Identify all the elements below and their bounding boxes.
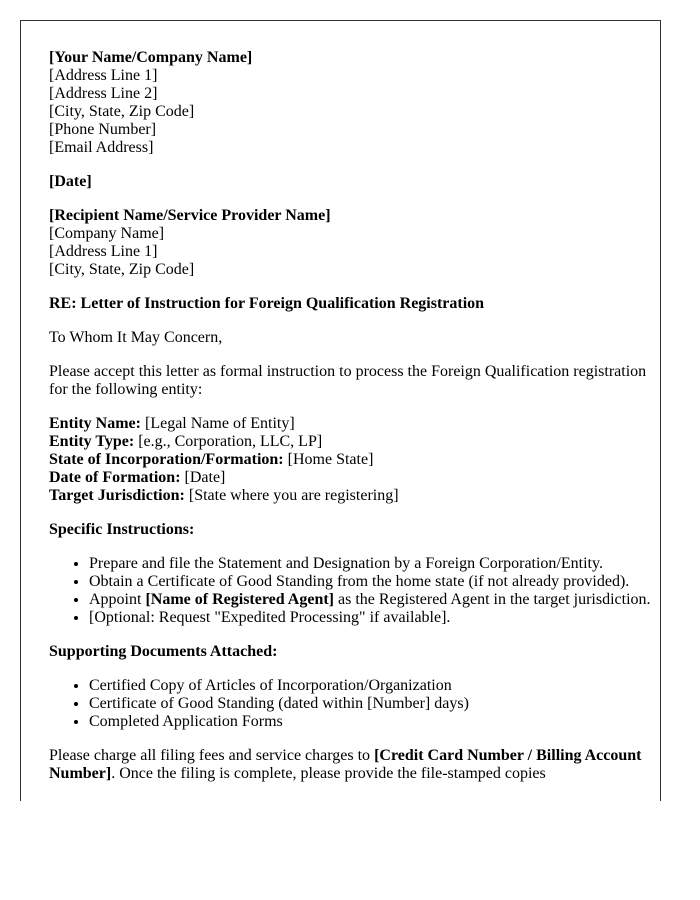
recipient-city: [City, State, Zip Code] <box>49 261 195 278</box>
documents-heading: Supporting Documents Attached: <box>49 643 278 660</box>
list-item: • Certificate of Good Standing (dated within [Number] days) <box>89 695 660 713</box>
letter-date: [Date] <box>49 173 92 190</box>
documents-list <box>49 677 660 731</box>
instructions-list <box>49 555 660 627</box>
instructions-heading: Specific Instructions: <box>49 521 195 538</box>
list-item: • [Optional: Request "Expedited Processing" if available]. <box>89 609 660 627</box>
list-item: • Completed Application Forms <box>89 713 660 731</box>
sender-email: [Email Address] <box>49 139 154 156</box>
recipient-name: [Recipient Name/Service Provider Name] <box>49 207 331 224</box>
list-item: • Appoint [Name of Registered Agent] as the Registered Agent in the target jurisdiction. <box>89 591 660 609</box>
list-item: • Obtain a Certificate of Good Standing from the home state (if not already provided). <box>89 573 660 591</box>
entity-details <box>49 415 660 505</box>
recipient-company: [Company Name] <box>49 225 165 242</box>
sender-phone: [Phone Number] <box>49 121 157 138</box>
recipient-block <box>49 207 660 279</box>
sender-address2: [Address Line 2] <box>49 85 158 102</box>
entity-state-row: State of Incorporation/Formation: [Home State] <box>49 451 374 468</box>
entity-date-row: Date of Formation: [Date] <box>49 469 226 486</box>
subject-line: RE: Letter of Instruction for Foreign Qualification Registration <box>49 295 485 312</box>
recipient-address1: [Address Line 1] <box>49 243 158 260</box>
sender-address1: [Address Line 1] <box>49 67 158 84</box>
sender-name: [Your Name/Company Name] <box>49 49 253 66</box>
intro-paragraph: Please accept this letter as formal instruction to process the Foreign Qualification registration for the following entity: <box>49 363 647 398</box>
list-item: • Prepare and file the Statement and Designation by a Foreign Corporation/Entity. <box>89 555 660 573</box>
letter-page <box>20 20 661 801</box>
sender-block <box>49 49 660 157</box>
entity-type-row: Entity Type: [e.g., Corporation, LLC, LP] <box>49 433 323 450</box>
sender-city: [City, State, Zip Code] <box>49 103 195 120</box>
entity-jurisdiction-row: Target Jurisdiction: [State where you are registering] <box>49 487 399 504</box>
list-item: • Certified Copy of Articles of Incorporation/Organization <box>89 677 660 695</box>
salutation: To Whom It May Concern, <box>49 329 223 346</box>
closing-paragraph: Please charge all filing fees and service charges to [Credit Card Number / Billing Account Number]. Once the filing is complete, please provide the file-stamped copies <box>49 747 642 782</box>
entity-name-row: Entity Name: [Legal Name of Entity] <box>49 415 295 432</box>
